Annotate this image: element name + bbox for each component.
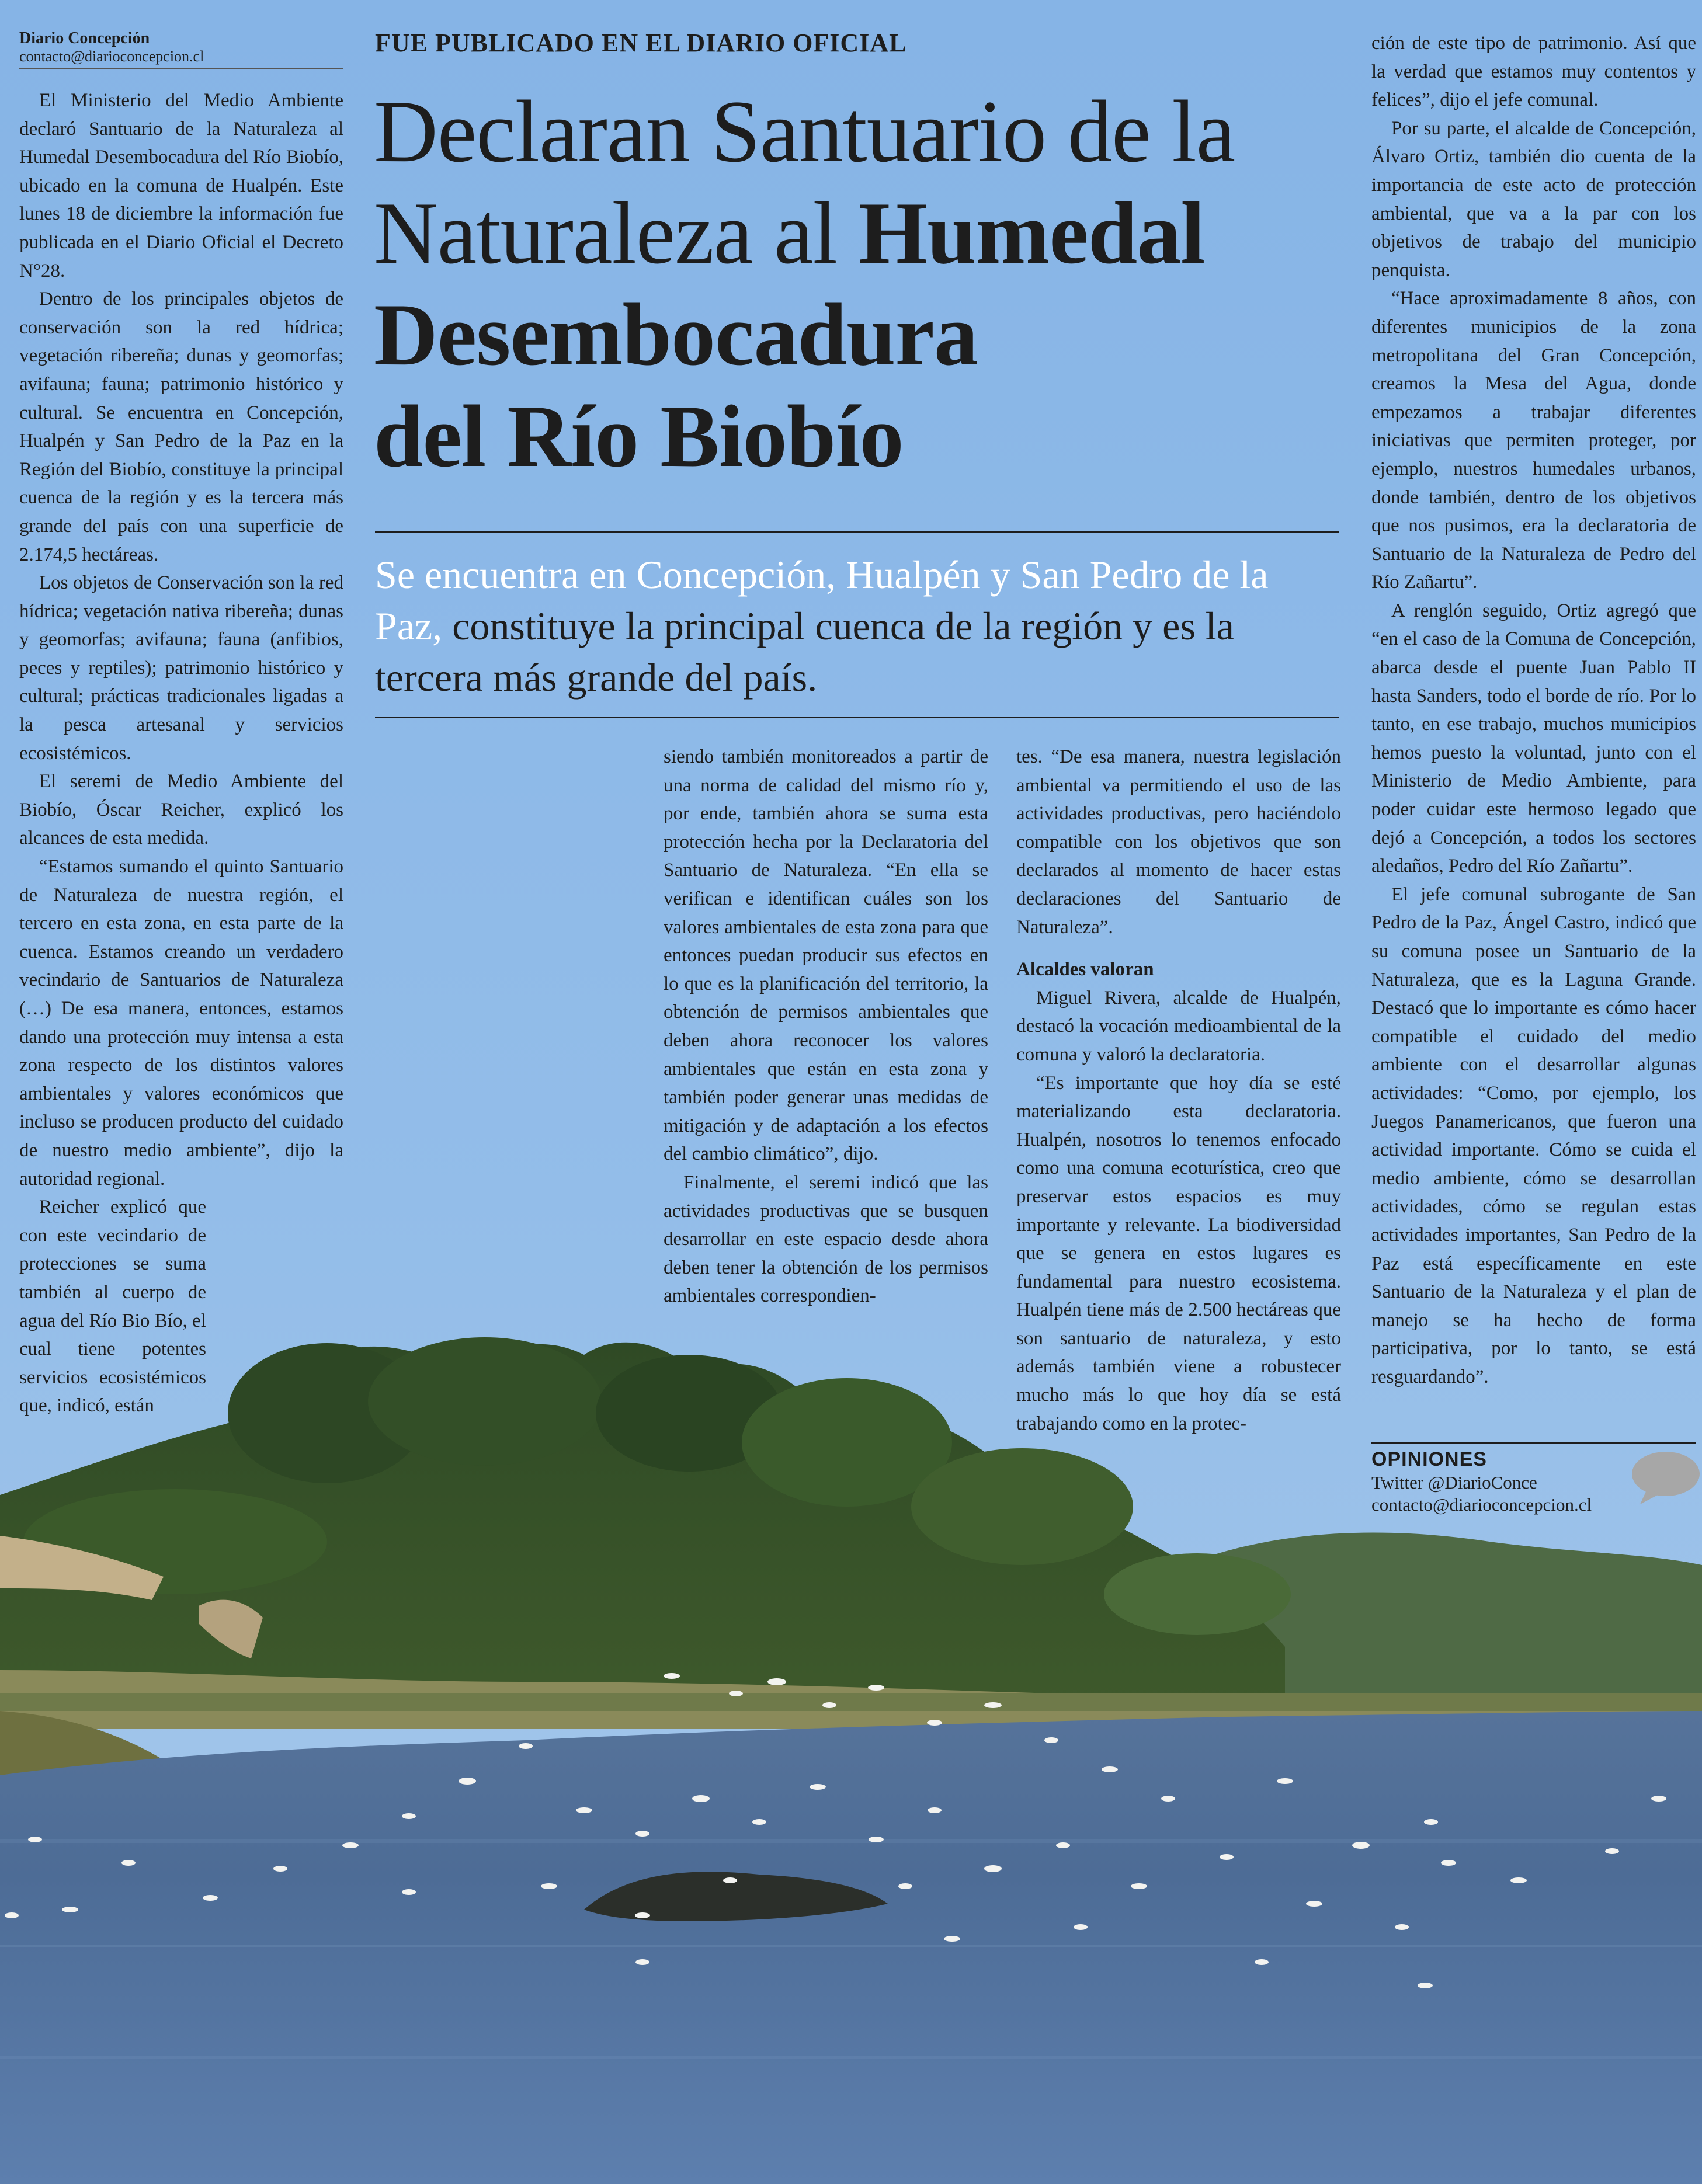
masthead [19, 29, 343, 69]
paragraph: Por su parte, el alcalde de Concepción, Álvaro Ortiz, también dio cuenta de la importancia de este acto de protección ambiental, que va a la par con los objetivos de trabajo del municipio penquista. [1371, 117, 1696, 281]
article-column-4 [1371, 29, 1696, 1392]
opiniones-email: contacto@diarioconcepcion.cl [1371, 1494, 1592, 1515]
article-column-1 [19, 86, 343, 1420]
paragraph: Los objetos de Conservación son la red hídrica; vegetación nativa ribereña; dunas y geomorfas; avifauna; fauna (anfibios, peces y reptiles); patrimonio histórico y cultural; prácticas tradicionales ligadas a la pesca artesanal y servicios ecosistémicos. [19, 572, 343, 764]
article-column-3 [1016, 743, 1341, 1438]
headline-line-2-normal: Naturaleza al [374, 184, 859, 282]
paragraph: A renglón seguido, Ortiz agregó que “en el caso de la Comuna de Concepción, abarca desde el puente Juan Pablo II hasta Sanders, todo el borde de río. Por lo tanto, en ese trabajo, muchos municipios hemos puesto la voluntad, junto con el Ministerio de Medio Ambiente, para poder cuidar este hermoso legado que dejó a Concepción, a todos los sectores aledaños, Pedro del Río Zañartu”. [1371, 600, 1696, 877]
headline-line-4 [374, 385, 1355, 487]
paragraph: El seremi de Medio Ambiente del Biobío, Óscar Reicher, explicó los alcances de esta medida. [19, 771, 343, 849]
article-column-2 [664, 743, 988, 1310]
paragraph: siendo también monitoreados a partir de una norma de calidad del mismo río y, por ende, también ahora se suma esta protección hecha por la Declaratoria del Santuario de Naturaleza. “En ella se verifican e identifican cuáles son los valores ambientales de esta zona para que entonces puedan producir sus efectos en lo que es la planificación del territorio, la obtención de permisos ambientales que deben ahora reconocer los valores ambientales que están en esta zona y también poder generar unas medidas de mitigación y de adaptación a los efectos del cambio climático”, dijo. [664, 746, 988, 1165]
paragraph: Reicher explicó que con este vecindario de protecciones se suma también al cuerpo de agua del Río Bio Bío, el cual tiene potentes servicios ecosistémicos que, indicó, están [19, 1197, 206, 1417]
subhead-rule-bottom [375, 717, 1339, 718]
paragraph: “Hace aproximadamente 8 años, con diferentes municipios de la zona metropolitana del Gran Concepción, creamos la Mesa del Agua, donde empezamos a trabajar diferentes iniciativas que permiten proteger, por ejemplo, nuestros humedales urbanos, donde también, dentro de los objetivos que nos pusimos, era la declaratoria de Santuario de la Naturaleza de Pedro del Río Zañartu”. [1371, 288, 1696, 593]
paragraph: El jefe comunal subrogante de San Pedro de la Paz, Ángel Castro, indicó que su comuna posee un Santuario de la Naturaleza, que es la Laguna Grande. Destacó que lo importante es cómo hacer compatible el cuidado del medio ambiente con el desarrollar algunas actividades: “Como, por ejemplo, los Juegos Panamericanos, que fueron una actividad importante. Cómo se cuida el medio ambiente, cómo se desarrollan actividades, cómo se regulan estas actividades importantes, San Pedro de la Paz está específicamente en este Santuario de la Naturaleza y el plan de manejo se ha hecho de forma participativa, por lo tanto, se está resguardando”. [1371, 884, 1696, 1387]
paragraph: Dentro de los principales objetos de conservación son la red hídrica; vegetación ribereña; dunas y geomorfas; avifauna; fauna; patrimonio histórico y cultural. Se encuentra en Concepción, Hualpén y San Pedro de la Paz en la Región del Biobío, constituye la principal cuenca de la región y es la tercera más grande del país con una superficie de 2.174,5 hectáreas. [19, 288, 343, 565]
headline-line-2 [374, 182, 1355, 284]
paragraph: “Es importante que hoy día se esté materializando esta declaratoria. Hualpén, nosotros lo tenemos enfocado como una comuna ecoturística, creo que preservar estos espacios es muy importante y relevante. La biodiversidad que se genera en estos lugares es fundamental para nuestro ecosistema. Hualpén tiene más de 2.500 hectáreas que son santuario de naturaleza, y esto además también viene a robustecer mucho más lo que hoy día se está trabajando como en la protec- [1016, 1072, 1341, 1434]
subhead-rest: constituye la principal cuenca de la región y es la tercera más grande del país. [375, 604, 1234, 700]
headline-line-1: Declaran Santuario de la [374, 82, 1235, 180]
kicker: FUE PUBLICADO EN EL DIARIO OFICIAL [375, 29, 907, 57]
subhead-highlight: Se encuentra en Concepción, Hualpén y San Pedro de la Paz, [375, 552, 1269, 648]
subhead [375, 549, 1345, 703]
opiniones-twitter: Twitter @DiarioConce [1371, 1472, 1537, 1493]
paragraph: Miguel Rivera, alcalde de Hualpén, destacó la vocación medioambiental de la comuna y valoró la declaratoria. [1016, 987, 1341, 1065]
headline-line-2-bold: Humedal [858, 184, 1205, 282]
headline [374, 81, 1355, 487]
headline-rule-top [375, 531, 1339, 533]
opiniones-title: OPINIONES [1371, 1448, 1487, 1470]
headline-line-3-bold: Desembocadura [374, 286, 978, 384]
paragraph: El Ministerio del Medio Ambiente declaró Santuario de la Naturaleza al Humedal Desembocadura del Río Biobío, ubicado en la comuna de Hualpén. Este lunes 18 de diciembre la información fue publicada en el Diario Oficial el Decreto N°28. [19, 90, 343, 281]
opiniones-rule [1371, 1442, 1696, 1444]
paragraph: “Estamos sumando el quinto Santuario de Naturaleza de nuestra región, el tercero en esta zona, en esta parte de la cuenca. Estamos creando un verdadero vecindario de Santuarios de Naturaleza (…) De esa manera, entonces, estamos dando una protección muy intensa a esta zona respecto de los distintos valores ambientales y valores económicos que incluso se producen producto del cuidado de nuestro medio ambiente”, dijo la autoridad regional. [19, 856, 343, 1190]
newspaper-name: Diario Concepción [19, 29, 150, 47]
paragraph: ción de este tipo de patrimonio. Así que la verdad que estamos muy contentos y felices”, dijo el jefe comunal. [1371, 33, 1696, 111]
paragraph: tes. “De esa manera, nuestra legislación ambiental va permitiendo el uso de las actividades productivas, pero haciéndolo compatible con los objetivos que son declarados al momento de hacer estas declaraciones del Santuario de Naturaleza”. [1016, 746, 1341, 938]
paragraph: Finalmente, el seremi indicó que las actividades productivas que se busquen desarrollar en este espacio desde ahora deben tener la obtención de los permisos ambientales correspondien- [664, 1171, 988, 1307]
headline-line-3 [374, 284, 1355, 385]
masthead-email: contacto@diarioconcepcion.cl [19, 48, 204, 65]
headline-line-4-bold: del Río Biobío [374, 387, 904, 485]
speech-bubble-icon [1630, 1448, 1702, 1507]
section-heading: Alcaldes valoran [1016, 959, 1154, 980]
